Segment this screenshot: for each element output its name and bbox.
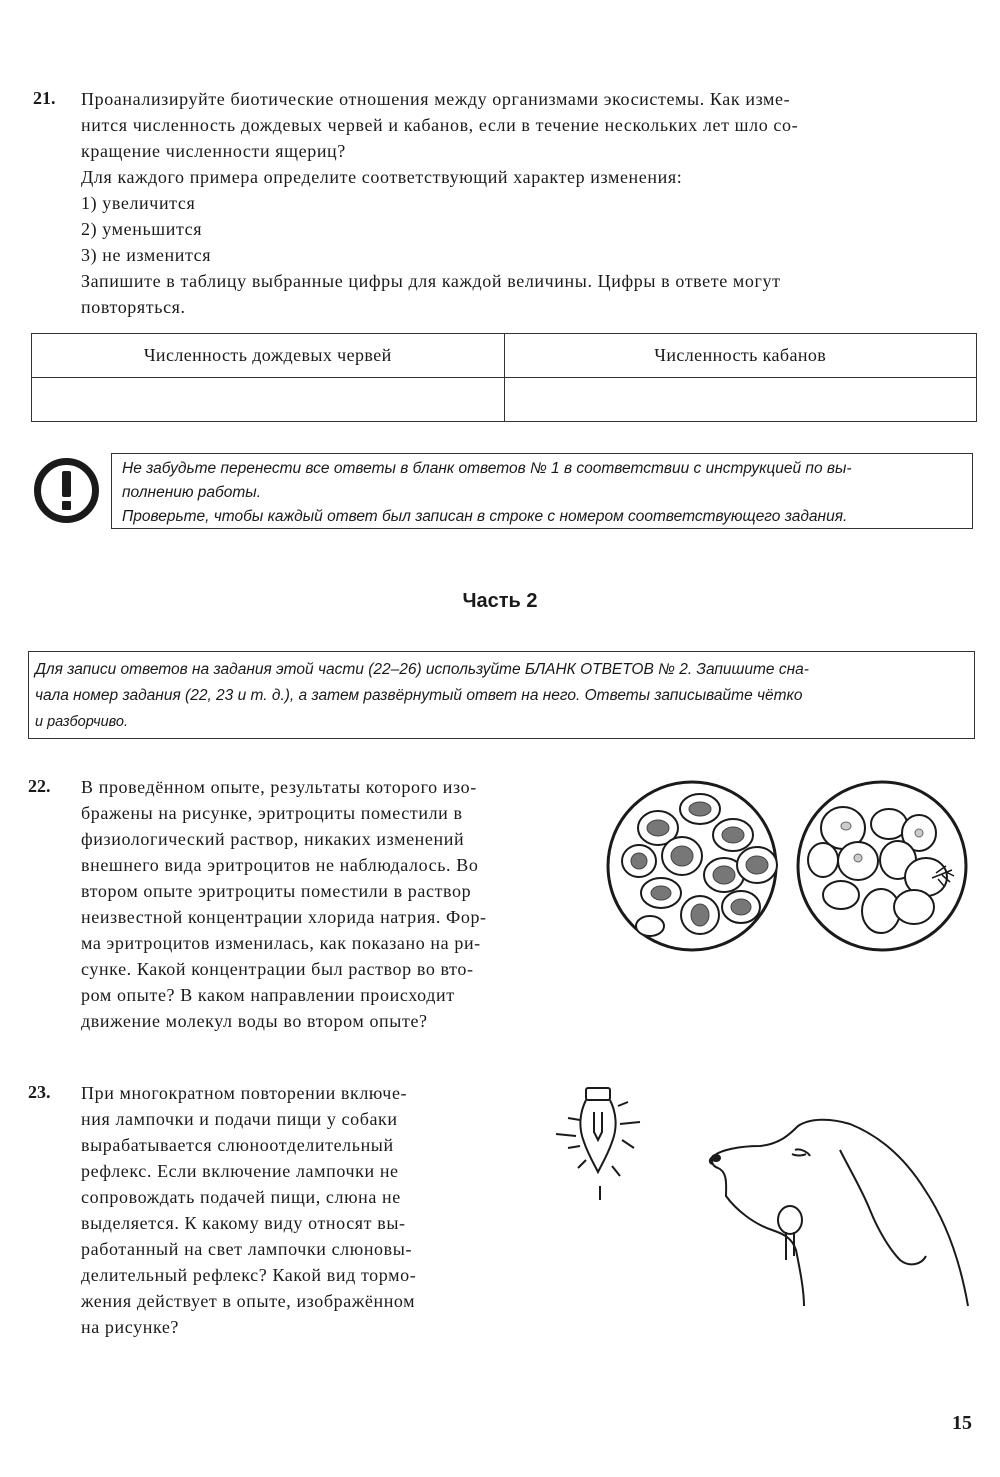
question-23-number: 23. — [28, 1082, 51, 1102]
q23-line: вырабатывается слюноотделительный — [81, 1135, 394, 1155]
q23-line: сопровождать подачей пищи, слюна не — [81, 1187, 401, 1207]
q22-line: ром опыте? В каком направлении происходит — [81, 985, 455, 1005]
question-21-text — [81, 86, 976, 320]
q21-record-line: Запишите в таблицу выбранные цифры для каждой величины. Цифры в ответе могут — [81, 271, 781, 291]
answer-table-21 — [31, 333, 977, 422]
q22-line: физиологический раствор, никаких изменений — [81, 829, 465, 849]
header-boars: Численность кабанов — [504, 334, 977, 378]
light-bulb-icon — [548, 1082, 648, 1202]
erythrocytes-figure — [606, 778, 972, 954]
question-22-number: 22. — [28, 776, 51, 796]
dog-head-figure — [700, 1110, 975, 1310]
q22-line: сунке. Какой концентрации был раствор во вто- — [81, 959, 474, 979]
q23-line: При многократном повторении включе- — [81, 1083, 408, 1103]
header-earthworms: Численность дождевых червей — [32, 334, 505, 378]
q23-line: делительный рефлекс? Какой вид тормо- — [81, 1265, 417, 1285]
q23-line: работанный на свет лампочки слюновы- — [81, 1239, 413, 1259]
exclamation-icon — [33, 457, 100, 524]
instruction-line: чала номер задания (22, 23 и т. д.), а затем развёрнутый ответ на него. Ответы записывайте чётко — [35, 687, 803, 704]
q21-instruction: Для каждого примера определите соответствующий характер изменения: — [81, 167, 683, 187]
answer-cell-earthworms[interactable] — [32, 378, 505, 422]
q23-line: рефлекс. Если включение лампочки не — [81, 1161, 399, 1181]
question-22-text — [81, 774, 588, 1034]
reminder-line: Проверьте, чтобы каждый ответ был записан в строке с номером соответствующего задания. — [122, 508, 848, 525]
normal-cells-dish — [608, 782, 777, 950]
instruction-line: Для записи ответов на задания этой части (22–26) используйте БЛАНК ОТВЕТОВ № 2. Запишите сна- — [35, 661, 809, 678]
q22-line: бражены на рисунке, эритроциты поместили в — [81, 803, 463, 823]
q22-line: ма эритроцитов изменилась, как показано на ри- — [81, 933, 481, 953]
q22-line: внешнего вида эритроцитов не наблюдалось. Во — [81, 855, 479, 875]
reminder-line: Не забудьте перенести все ответы в бланк ответов № 1 в соответствии с инструкцией по вы- — [122, 460, 852, 477]
q23-line: на рисунке? — [81, 1317, 180, 1337]
q21-option-3: 3) не изменится — [81, 245, 212, 265]
q22-line: В проведённом опыте, результаты которого изо- — [81, 777, 477, 797]
q21-option-2: 2) уменьшится — [81, 219, 203, 239]
question-23-text — [81, 1080, 508, 1340]
q23-line: ния лампочки и подачи пищи у собаки — [81, 1109, 398, 1129]
part-2-instruction-box — [28, 651, 975, 739]
q22-line: втором опыте эритроциты поместили в раствор — [81, 881, 472, 901]
reminder-line: полнению работы. — [122, 484, 262, 501]
q23-line: выделяется. К какому виду относят вы- — [81, 1213, 406, 1233]
part-2-title: Часть 2 — [462, 590, 538, 612]
question-21-number: 21. — [33, 88, 56, 108]
q22-line: неизвестной концентрации хлорида натрия. Фор- — [81, 907, 487, 927]
q22-line: движение молекул воды во втором опыте? — [81, 1011, 428, 1031]
instruction-line: и разборчиво. — [35, 714, 129, 730]
q23-line: жения действует в опыте, изображённом — [81, 1291, 416, 1311]
swollen-cells-dish — [798, 782, 966, 950]
q21-line: кращение численности ящериц? — [81, 141, 346, 161]
q21-option-1: 1) увеличится — [81, 193, 196, 213]
q21-line: нится численность дождевых червей и кабанов, если в течение нескольких лет шло со- — [81, 115, 799, 135]
page-number: 15 — [952, 1412, 972, 1434]
answer-cell-boars[interactable] — [504, 378, 977, 422]
reminder-box — [111, 453, 973, 529]
q21-line: Проанализируйте биотические отношения между организмами экосистемы. Как изме- — [81, 89, 791, 109]
q21-record-line: повторяться. — [81, 297, 186, 317]
